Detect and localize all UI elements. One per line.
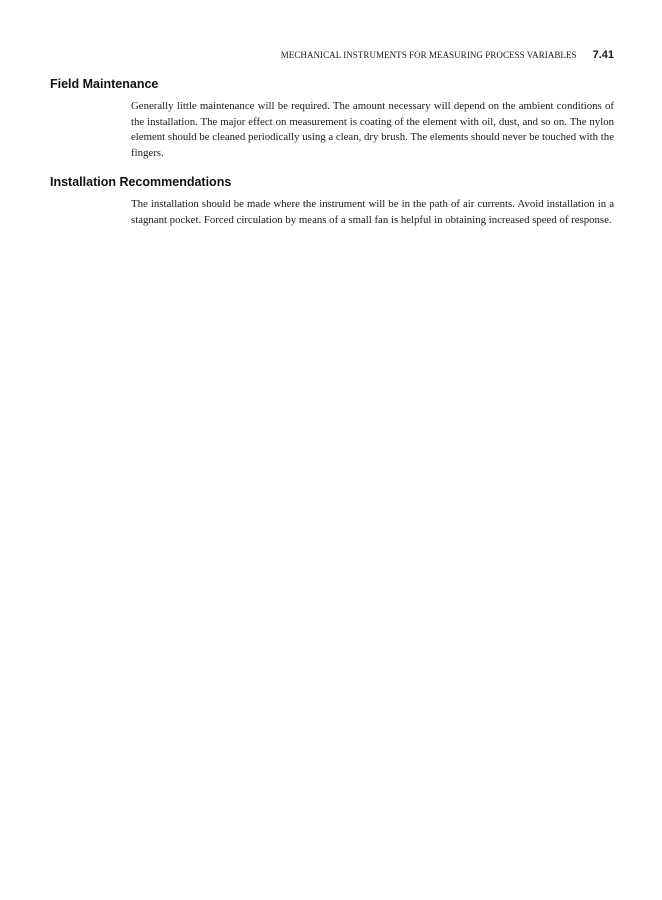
paragraph-field-maintenance: Generally little maintenance will be required. The amount necessary will depend on the ambient conditions of the installation. The major effect on measurement is coating of the element with oil, dust, and so on. The nylon element should be cleaned periodically using a clean, dry brush. The elements should never be touched with the fingers. xyxy=(131,100,614,159)
section-heading-field-maintenance: Field Maintenance xyxy=(50,77,159,91)
section-heading-installation-recommendations: Installation Recommendations xyxy=(50,175,232,189)
running-title: MECHANICAL INSTRUMENTS FOR MEASURING PROCESS VARIABLES xyxy=(280,50,577,60)
page-number: 7.41 xyxy=(592,49,614,61)
running-header xyxy=(281,49,614,61)
paragraph-installation-recommendations: The installation should be made where the instrument will be in the path of air currents. Avoid installation in a stagnant pocket. Forced circulation by means of a small fan is helpful in obtaining increased speed of response. xyxy=(131,198,614,226)
